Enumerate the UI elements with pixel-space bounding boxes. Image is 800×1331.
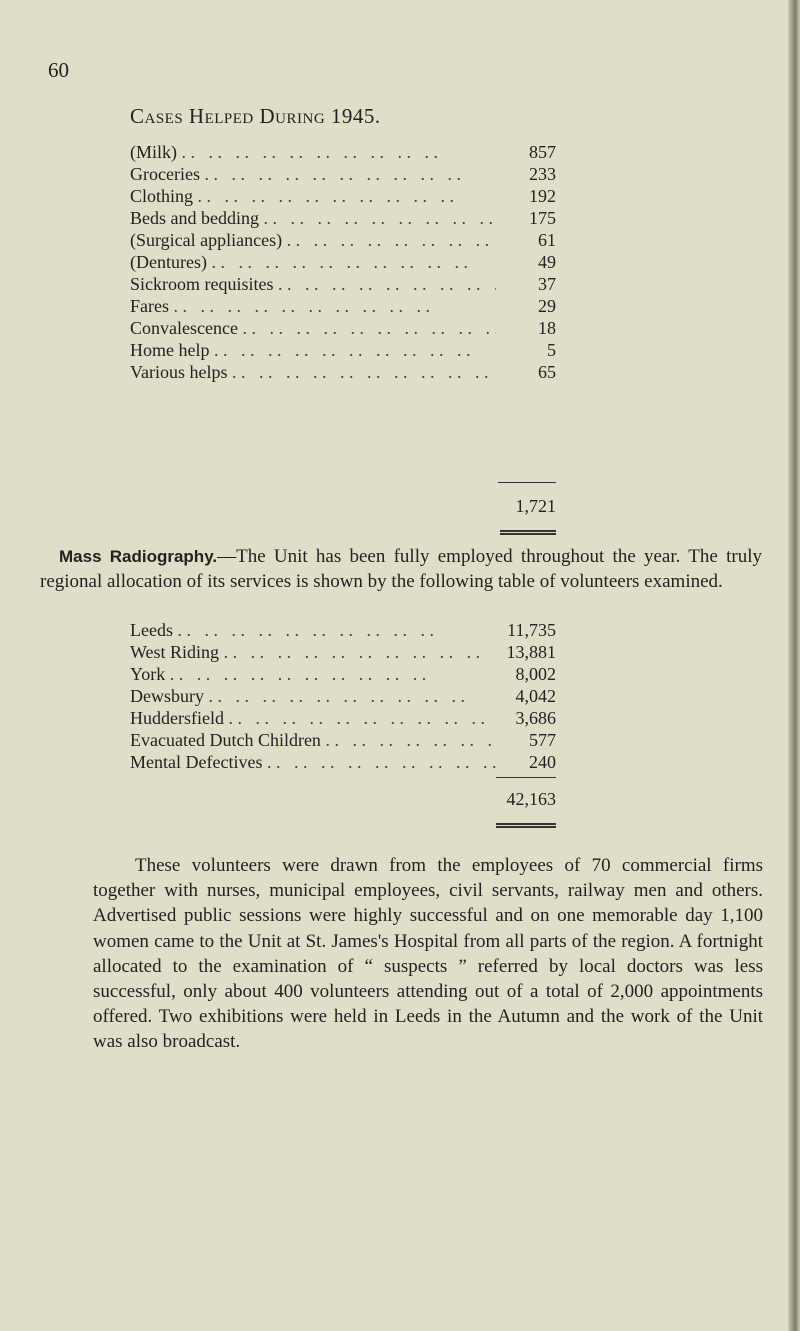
cases-total: 1,721 [515,496,556,516]
row-label: (Dentures) . . [130,251,496,273]
table-row [130,141,556,163]
row-label: West Riding . . [130,641,496,663]
sum-rule [498,482,556,483]
row-label: (Surgical appliances) . . [130,229,496,251]
radiography-total: 42,163 [506,789,556,809]
row-value: 65 [538,362,556,382]
row-label: Sickroom requisites . . [130,273,496,295]
row-label: Clothing . . [130,185,496,207]
row-value: 18 [538,318,556,338]
row-value: 11,735 [507,620,556,640]
row-value: 175 [529,208,556,228]
table-row [130,251,556,273]
row-label: Convalescence . . [130,317,496,339]
table-row [130,295,556,317]
row-label: Groceries . . [130,163,496,185]
row-value: 857 [529,142,556,162]
row-value: 49 [538,252,556,272]
table-row [130,229,556,251]
row-value: 4,042 [515,686,556,706]
row-label: Mental Defectives . . [130,751,496,773]
table-row [130,729,556,751]
radiography-paragraph [40,545,762,594]
table-row [130,317,556,339]
row-label: Huddersfield . . [130,707,496,729]
table-row [130,707,556,729]
row-label: Home help . . [130,339,496,361]
row-label: Various helps . . [130,361,496,383]
row-label: Dewsbury . . [130,685,496,707]
table-row [130,339,556,361]
total-double-rule [500,530,556,535]
row-value: 5 [547,340,556,360]
row-label: Evacuated Dutch Children . . [130,729,496,751]
paragraph-text: —The Unit has been fully employed throughout the year. The truly regional allocation of its services is shown by the following table of volunteers examined. [40,546,762,592]
row-value: 192 [529,186,556,206]
table-row [130,619,556,641]
page-number: 60 [48,58,69,82]
row-value: 37 [538,274,556,294]
row-label: York . . [130,663,496,685]
table-row [130,185,556,207]
table-row [130,751,556,773]
page-edge [788,0,800,1331]
table-row [130,685,556,707]
volunteers-paragraph: These volunteers were drawn from the employees of 70 commercial firms together with nurses, municipal employees, civil servants, railway men and others. Advertised public sessions were highly successful and on one memorable day 1,100 women came to the Unit at St. James's Hospital from all parts of the region. A fortnight allocated to the examination of “ suspects ” referred by local doctors was less successful, only about 400 volunteers attending out of a total of 2,000 appointments offered. Two exhibitions were held in Leeds in the Autumn and the work of the Unit was also broadcast. [93,855,763,1053]
table-row [130,273,556,295]
sum-rule [496,777,556,778]
cases-title: Cases Helped During 1945. [130,104,381,128]
table-row [130,361,556,383]
table-row [130,163,556,185]
row-value: 8,002 [515,664,556,684]
radiography-table [130,619,556,773]
cases-table [130,141,556,383]
row-value: 61 [538,230,556,250]
table-row [130,641,556,663]
row-value: 577 [529,730,556,750]
row-label: (Milk) . . [130,141,496,163]
row-label: Fares . . [130,295,496,317]
row-value: 29 [538,296,556,316]
table-row [130,663,556,685]
row-label: Beds and bedding . . [130,207,496,229]
row-value: 240 [529,752,556,772]
section-heading: Mass Radiography. [59,547,218,566]
row-value: 233 [529,164,556,184]
total-double-rule [496,823,556,828]
row-label: Leeds . . [130,619,496,641]
table-row [130,207,556,229]
row-value: 13,881 [506,642,556,662]
row-value: 3,686 [515,708,556,728]
